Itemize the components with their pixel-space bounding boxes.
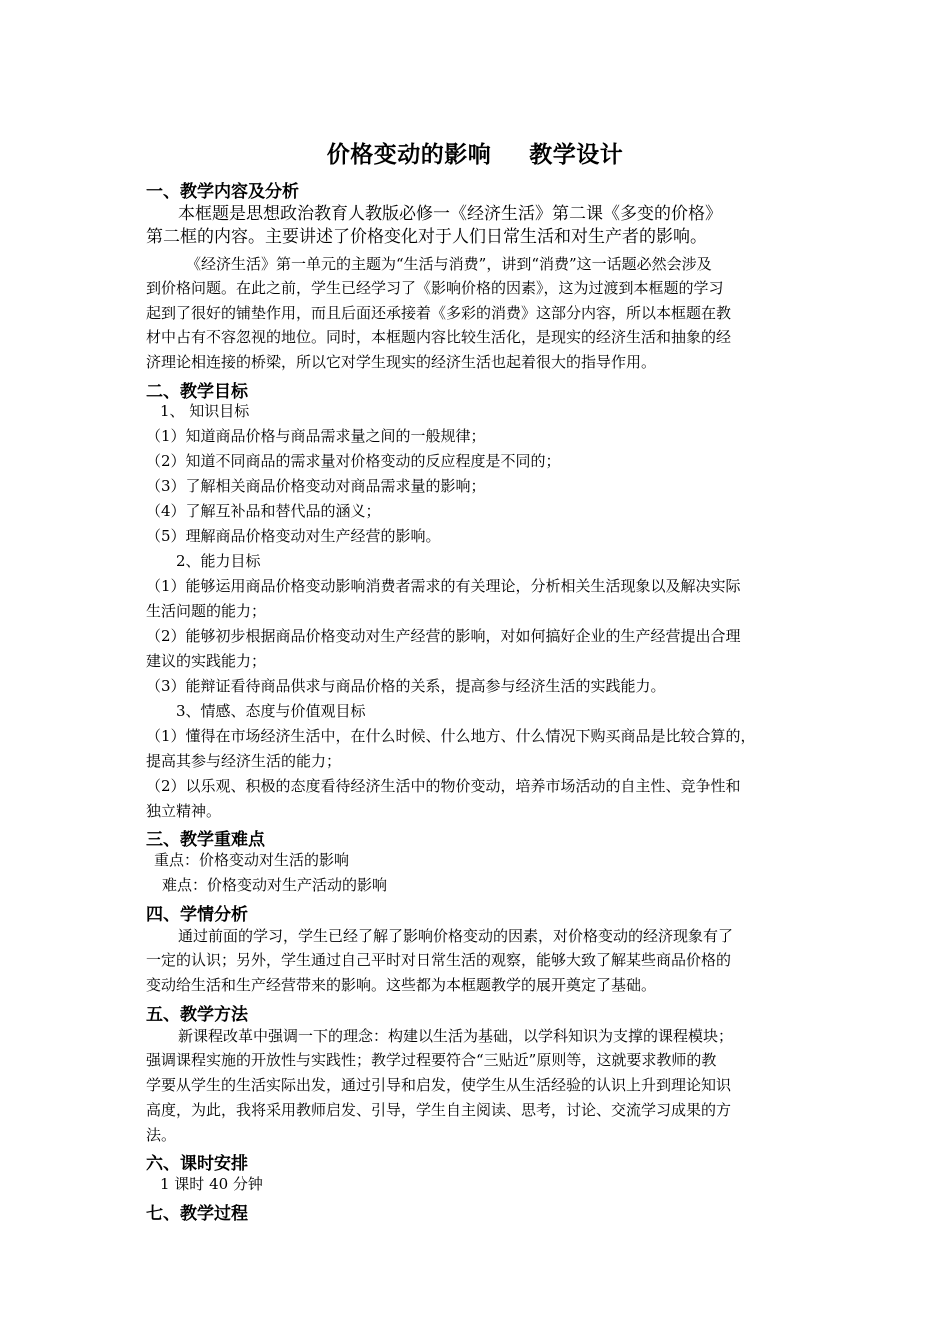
title-part2: 教学设计 bbox=[529, 142, 624, 168]
section1-para2-line1: 《经济生活》第一单元的主题为“生活与消费”，讲到“消费”这一话题必然会涉及 bbox=[186, 255, 712, 273]
section1-para2-line5: 济理论相连接的桥梁，所以它对学生现实的经济生活也起着很大的指导作用。 bbox=[146, 353, 657, 371]
ability-goal-1-line1: （1）能够运用商品价格变动影响消费者需求的有关理论，分析相关生活现象以及解决实际 bbox=[146, 577, 741, 595]
key-point: 重点：价格变动对生活的影响 bbox=[154, 851, 350, 869]
knowledge-goal-3: （3）了解相关商品价格变动对商品需求量的影响； bbox=[146, 477, 486, 495]
class-hours: 1 课时 40 分钟 bbox=[160, 1175, 263, 1193]
document-title bbox=[0, 136, 950, 169]
section5-line2: 强调课程实施的开放性与实践性；教学过程要符合“三贴近”原则等，这就要求教师的教 bbox=[146, 1051, 717, 1069]
emotion-goal-2-line2: 独立精神。 bbox=[146, 802, 222, 820]
section4-line2: 一定的认识；另外，学生通过自己平时对日常生活的观察，能够大致了解某些商品价格的 bbox=[146, 951, 732, 969]
knowledge-goal-5: （5）理解商品价格变动对生产经营的影响。 bbox=[146, 527, 441, 545]
knowledge-goal-1: （1）知道商品价格与商品需求量之间的一般规律； bbox=[146, 427, 486, 445]
section4-line3: 变动给生活和生产经营带来的影响。这些都为本框题教学的展开奠定了基础。 bbox=[146, 976, 657, 994]
ability-goal-2-line1: （2）能够初步根据商品价格变动对生产经营的影响，对如何搞好企业的生产经营提出合理 bbox=[146, 627, 741, 645]
section1-para1-line2: 第二框的内容。主要讲述了价格变化对于人们日常生活和对生产者的影响。 bbox=[146, 227, 707, 247]
section1-para2-line3: 起到了很好的铺垫作用，而且后面还承接着《多彩的消费》这部分内容，所以本框题在教 bbox=[146, 304, 732, 322]
section4-heading: 四、学情分析 bbox=[146, 905, 248, 925]
section2-heading: 二、教学目标 bbox=[146, 382, 248, 402]
difficult-point: 难点：价格变动对生产活动的影响 bbox=[162, 876, 388, 894]
title-part1: 价格变动的影响 bbox=[326, 142, 492, 168]
section1-para2-line2: 到价格问题。在此之前，学生已经学习了《影响价格的因素》，这为过渡到本框题的学习 bbox=[146, 279, 724, 297]
ability-goal-3: （3）能辩证看待商品供求与商品价格的关系，提高参与经济生活的实践能力。 bbox=[146, 677, 666, 695]
section1-para1-line1: 本框题是思想政治教育人教版必修一《经济生活》第二课《多变的价格》 bbox=[178, 204, 722, 224]
section5-line3: 学要从学生的生活实际出发，通过引导和启发，使学生从生活经验的认识上升到理论知识 bbox=[146, 1076, 732, 1094]
ability-goal-2-line2: 建议的实践能力； bbox=[146, 652, 267, 670]
emotion-goal-1-line2: 提高其参与经济生活的能力； bbox=[146, 752, 342, 770]
section5-line1: 新课程改革中强调一下的理念：构建以生活为基础，以学科知识为支撑的课程模块； bbox=[178, 1027, 734, 1045]
section4-line1: 通过前面的学习，学生已经了解了影响价格变动的因素，对价格变动的经济现象有了 bbox=[178, 927, 734, 945]
section5-line4: 高度，为此，我将采用教师启发、引导，学生自主阅读、思考，讨论、交流学习成果的方 bbox=[146, 1101, 732, 1119]
section7-heading: 七、教学过程 bbox=[146, 1204, 248, 1224]
knowledge-goal-heading: 1、 知识目标 bbox=[160, 402, 250, 420]
section3-heading: 三、教学重难点 bbox=[146, 830, 265, 850]
ability-goal-1-line2: 生活问题的能力； bbox=[146, 602, 267, 620]
section5-line5: 法。 bbox=[146, 1126, 177, 1144]
section5-heading: 五、教学方法 bbox=[146, 1005, 248, 1025]
emotion-goal-2-line1: （2）以乐观、积极的态度看待经济生活中的物价变动，培养市场活动的自主性、竞争性和 bbox=[146, 777, 741, 795]
emotion-goal-heading: 3、情感、态度与价值观目标 bbox=[176, 702, 366, 720]
section1-heading: 一、教学内容及分析 bbox=[146, 182, 299, 202]
section6-heading: 六、课时安排 bbox=[146, 1154, 248, 1174]
knowledge-goal-4: （4）了解互补品和替代品的涵义； bbox=[146, 502, 381, 520]
section1-para2-line4: 材中占有不容忽视的地位。同时，本框题内容比较生活化，是现实的经济生活和抽象的经 bbox=[146, 328, 732, 346]
ability-goal-heading: 2、能力目标 bbox=[176, 552, 261, 570]
knowledge-goal-2: （2）知道不同商品的需求量对价格变动的反应程度是不同的； bbox=[146, 452, 561, 470]
emotion-goal-1-line1: （1）懂得在市场经济生活中，在什么时候、什么地方、什么情况下购买商品是比较合算的， bbox=[146, 727, 756, 745]
